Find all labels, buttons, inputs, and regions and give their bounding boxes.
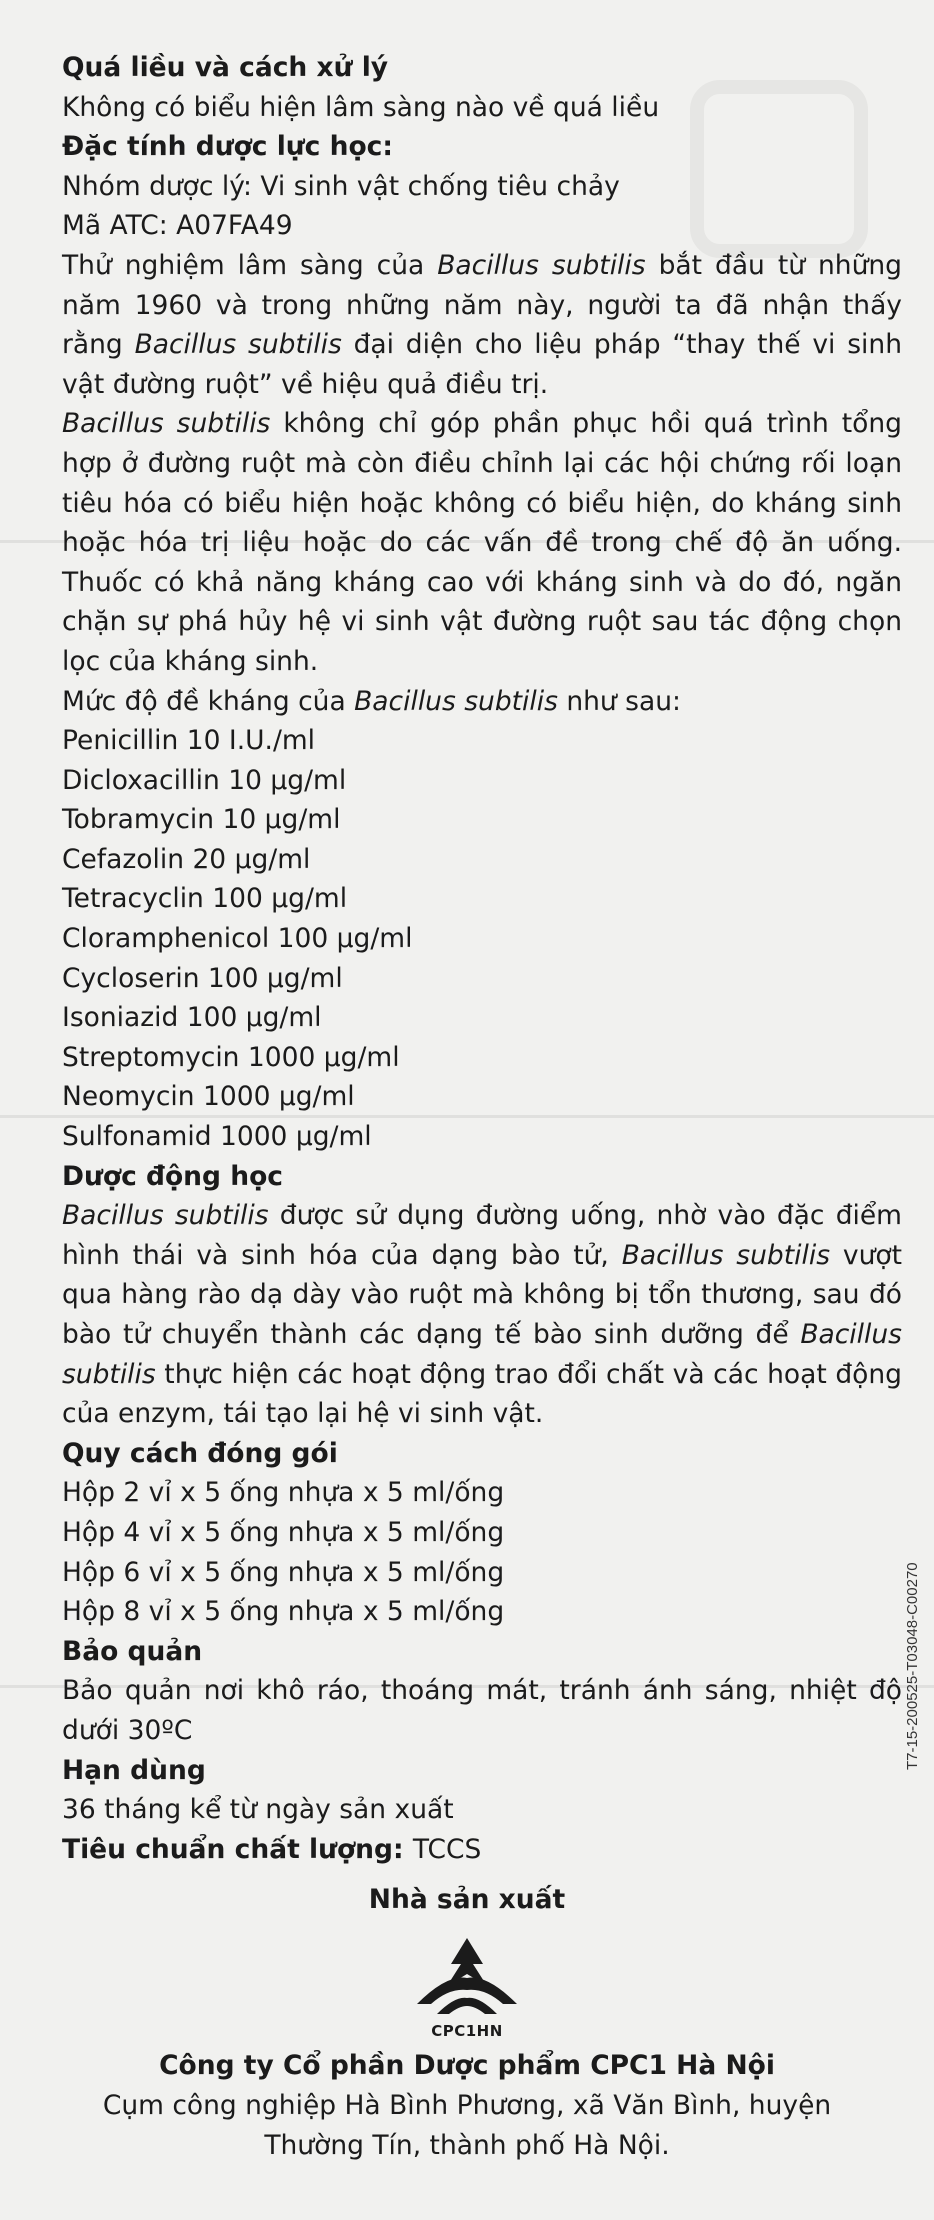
- paragraph: [62, 840, 902, 880]
- text-run: TCCS: [412, 1833, 482, 1865]
- leaflet-body: [62, 48, 902, 1869]
- text-run: Dược động học: [62, 1160, 284, 1192]
- text-run: Neomycin 1000 μg/ml: [62, 1081, 355, 1113]
- text-run: Quy cách đóng gói: [62, 1437, 338, 1469]
- section-heading: [62, 1632, 902, 1672]
- logo-wordmark: CPC1HN: [431, 2022, 503, 2040]
- paragraph: [62, 1790, 902, 1830]
- paragraph: [62, 1077, 902, 1117]
- paragraph: [62, 167, 902, 207]
- paragraph: [62, 800, 902, 840]
- text-run: Cycloserin 100 μg/ml: [62, 962, 343, 994]
- section-heading: [62, 1157, 902, 1197]
- paragraph: [62, 1553, 902, 1593]
- paragraph: [62, 1830, 902, 1870]
- text-run: Thử nghiệm lâm sàng của: [62, 249, 438, 281]
- bold-label: Tiêu chuẩn chất lượng:: [62, 1833, 413, 1865]
- text-run: Quá liều và cách xử lý: [62, 52, 389, 83]
- text-run: Streptomycin 1000 μg/ml: [62, 1041, 400, 1073]
- paragraph: [62, 1473, 902, 1513]
- italic-term: Bacillus subtilis: [621, 1239, 831, 1271]
- text-run: bắt đầu từ những năm 1960 và trong những năm này, người ta đã nhận thấy rằng: [62, 249, 902, 361]
- company-name: Công ty Cổ phần Dược phẩm CPC1 Hà Nội: [159, 2050, 775, 2081]
- text-run: vượt qua hàng rào dạ dày vào ruột mà không bị tổn thương, sau đó bào tử chuyển thành các dạng tế bào sinh dưỡng để: [62, 1239, 902, 1350]
- text-run: Sulfonamid 1000 μg/ml: [62, 1121, 372, 1153]
- manufacturer-block: [0, 1880, 934, 2166]
- text-run: Hộp 6 vỉ x 5 ống nhựa x 5 ml/ống: [62, 1556, 505, 1588]
- text-run: đại diện cho liệu pháp “thay thế vi sinh vật đường ruột” về hiệu quả điều trị.: [62, 329, 902, 400]
- italic-term: Bacillus subtilis: [62, 1319, 902, 1390]
- manufacturer-label: Nhà sản xuất: [368, 1884, 566, 1915]
- paragraph: [62, 721, 902, 761]
- text-run: Mức độ đề kháng của: [62, 685, 355, 717]
- text-run: Hộp 2 vỉ x 5 ống nhựa x 5 ml/ống: [62, 1477, 505, 1509]
- italic-term: Bacillus subtilis: [354, 685, 558, 717]
- text-run: Cloramphenicol 100 μg/ml: [62, 923, 413, 955]
- paragraph: [62, 1117, 902, 1157]
- text-run: Không có biểu hiện lâm sàng nào về quá liều: [62, 91, 660, 123]
- paragraph: [62, 761, 902, 801]
- text-run: như sau:: [557, 685, 681, 717]
- italic-term: Bacillus subtilis: [437, 249, 646, 281]
- paragraph: [62, 959, 902, 999]
- text-run: Dicloxacillin 10 μg/ml: [62, 764, 347, 796]
- text-run: không chỉ góp phần phục hồi quá trình tổng hợp ở đường ruột mà còn điều chỉnh lại các hội chứng rối loạn tiêu hóa có biểu hiện hoặc không có biểu hiện, do kháng sinh hoặc hóa trị liệu hoặc do các vấn đề trong chế độ ăn uống. Thuốc có khả năng kháng cao với kháng sinh và do đó, ngăn chặn sự phá hủy hệ vi sinh vật đường ruột sau tác động chọn lọc của kháng sinh.: [62, 408, 902, 677]
- section-heading: [62, 127, 902, 167]
- text-run: Đặc tính dược lực học:: [62, 131, 393, 163]
- text-run: Mã ATC: A07FA49: [62, 210, 293, 242]
- paragraph: [62, 1513, 902, 1553]
- text-run: Isoniazid 100 μg/ml: [62, 1002, 322, 1034]
- paragraph: [62, 682, 902, 722]
- paragraph: [62, 998, 902, 1038]
- cpc1hn-logo: [407, 1934, 527, 2042]
- text-run: Nhóm dược lý: Vi sinh vật chống tiêu chảy: [62, 170, 620, 202]
- paragraph: [62, 206, 902, 246]
- italic-term: Bacillus subtilis: [62, 408, 271, 440]
- text-run: Penicillin 10 I.U./ml: [62, 725, 316, 757]
- text-run: Tetracyclin 100 μg/ml: [62, 883, 348, 915]
- paragraph: [62, 1038, 902, 1078]
- italic-term: Bacillus subtilis: [62, 1200, 269, 1232]
- paragraph: [62, 879, 902, 919]
- text-run: Tobramycin 10 μg/ml: [62, 804, 341, 836]
- section-heading: [62, 48, 902, 88]
- company-address-line2: Thường Tín, thành phố Hà Nội.: [264, 2130, 670, 2161]
- text-run: Bảo quản nơi khô ráo, thoáng mát, tránh ánh sáng, nhiệt độ dưới 30ºC: [62, 1675, 902, 1746]
- section-heading: [62, 1434, 902, 1474]
- text-run: 36 tháng kể từ ngày sản xuất: [62, 1794, 454, 1826]
- paragraph: [62, 1592, 902, 1632]
- side-print-code: T7-15-200525-T03048-C00270: [904, 1562, 921, 1770]
- text-run: Hạn dùng: [62, 1754, 206, 1786]
- paragraph: [62, 1196, 902, 1434]
- text-run: Bảo quản: [62, 1635, 203, 1667]
- text-run: Hộp 4 vỉ x 5 ống nhựa x 5 ml/ống: [62, 1516, 505, 1548]
- paragraph: [62, 404, 902, 681]
- company-address-line1: Cụm công nghiệp Hà Bình Phương, xã Văn Bình, huyện: [102, 2090, 832, 2121]
- text-run: được sử dụng đường uống, nhờ vào đặc điểm hình thái và sinh hóa của dạng bào tử,: [62, 1200, 902, 1271]
- cpc1hn-logo-icon: [407, 1934, 527, 2022]
- text-run: Cefazolin 20 μg/ml: [62, 843, 311, 875]
- paragraph: [62, 919, 902, 959]
- paragraph: [62, 1671, 902, 1750]
- text-run: thực hiện các hoạt động trao đổi chất và các hoạt động của enzym, tái tạo lại hệ vi sinh vật.: [62, 1358, 902, 1430]
- paragraph: [62, 88, 902, 128]
- paragraph: [62, 246, 902, 404]
- section-heading: [62, 1751, 902, 1791]
- italic-term: Bacillus subtilis: [134, 329, 342, 361]
- text-run: Hộp 8 vỉ x 5 ống nhựa x 5 ml/ống: [62, 1596, 505, 1628]
